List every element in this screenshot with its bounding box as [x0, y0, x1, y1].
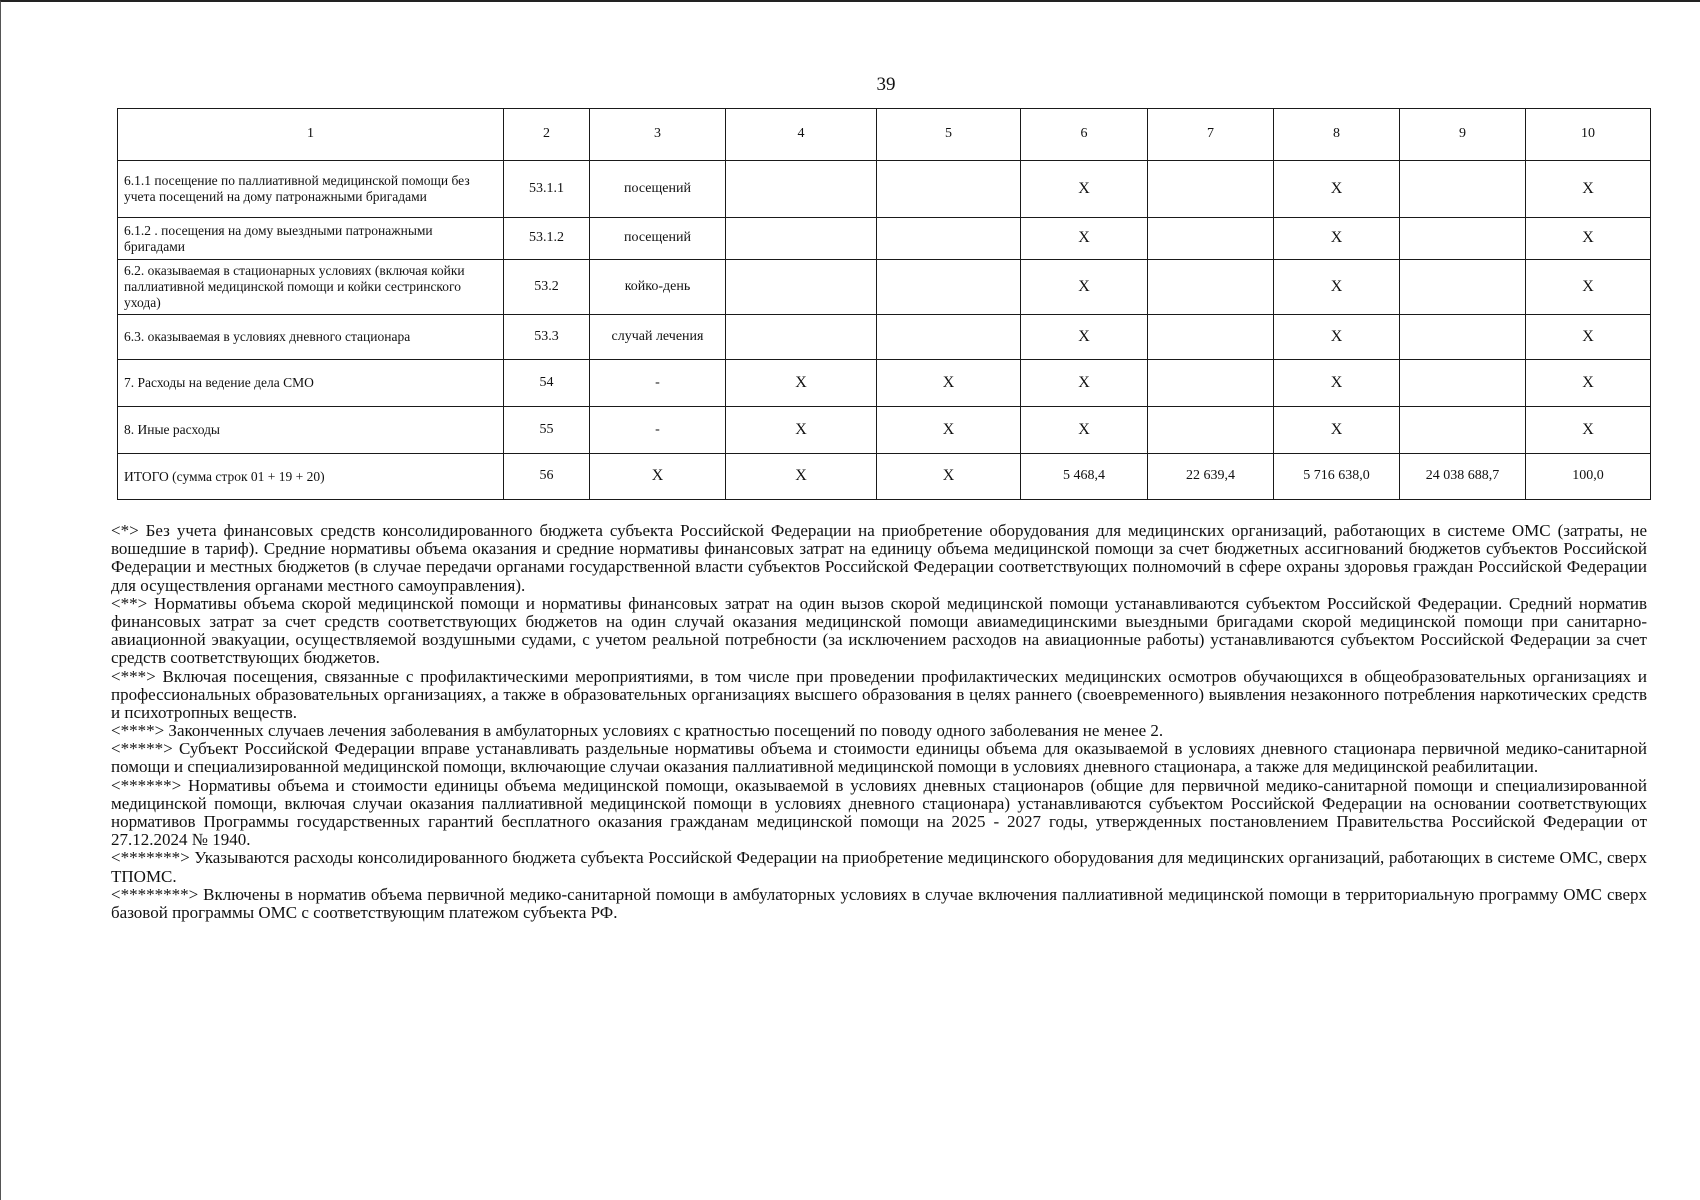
- cell-col9: [1400, 315, 1526, 360]
- cell-col4: X: [726, 407, 877, 454]
- column-header: 1: [118, 109, 504, 161]
- cell-col8: X: [1274, 218, 1400, 260]
- table-row: [118, 315, 1651, 360]
- page-number: 39: [876, 74, 896, 95]
- footnotes: [111, 522, 1647, 922]
- cell-col7: 22 639,4: [1148, 454, 1274, 500]
- cell-col8: X: [1274, 360, 1400, 407]
- cell-col4: [726, 218, 877, 260]
- cell-col10: X: [1526, 161, 1651, 218]
- data-table: [117, 108, 1651, 500]
- cell-col10: X: [1526, 315, 1651, 360]
- row-name: 6.2. оказываемая в стационарных условиях (включая койки паллиативной медицинской помощи и койки сестринского ухода): [118, 260, 504, 315]
- cell-col4: [726, 161, 877, 218]
- table-row: [118, 218, 1651, 260]
- cell-col7: [1148, 218, 1274, 260]
- column-header: 7: [1148, 109, 1274, 161]
- row-unit: -: [590, 407, 726, 454]
- row-name: 6.3. оказываемая в условиях дневного стационара: [118, 315, 504, 360]
- column-header: 9: [1400, 109, 1526, 161]
- cell-col4: X: [726, 454, 877, 500]
- row-code: 53.1.1: [504, 161, 590, 218]
- cell-col8: X: [1274, 260, 1400, 315]
- cell-col10: 100,0: [1526, 454, 1651, 500]
- table-row-total: [118, 454, 1651, 500]
- footnote: <****> Законченных случаев лечения заболевания в амбулаторных условиях с кратностью посещений по поводу одного заболевания не менее 2.: [111, 721, 1164, 741]
- column-header: 10: [1526, 109, 1651, 161]
- column-header: 5: [877, 109, 1021, 161]
- cell-col9: [1400, 260, 1526, 315]
- row-code: 53.3: [504, 315, 590, 360]
- cell-col7: [1148, 260, 1274, 315]
- row-code: 53.2: [504, 260, 590, 315]
- cell-col5: X: [877, 407, 1021, 454]
- cell-col7: [1148, 161, 1274, 218]
- cell-col5: [877, 218, 1021, 260]
- cell-col7: [1148, 315, 1274, 360]
- cell-col6: X: [1021, 315, 1148, 360]
- cell-col4: [726, 315, 877, 360]
- row-unit: -: [590, 360, 726, 407]
- cell-col6: X: [1021, 218, 1148, 260]
- cell-col5: X: [877, 454, 1021, 500]
- row-unit: посещений: [590, 161, 726, 218]
- row-code: 54: [504, 360, 590, 407]
- cell-col8: X: [1274, 315, 1400, 360]
- cell-col6: 5 468,4: [1021, 454, 1148, 500]
- cell-col7: [1148, 360, 1274, 407]
- cell-col5: [877, 315, 1021, 360]
- row-code: 56: [504, 454, 590, 500]
- column-header: 3: [590, 109, 726, 161]
- cell-col7: [1148, 407, 1274, 454]
- table-row: [118, 161, 1651, 218]
- cell-col8: 5 716 638,0: [1274, 454, 1400, 500]
- footnote: <***> Включая посещения, связанные с профилактическими мероприятиями, в том числе при проведении профилактических медицинских осмотров обучающихся в общеобразовательных организациях и профессиональных образовательных организациях, а также в образовательных организациях высшего образования в целях раннего (своевременного) выявления незаконного потребления наркотических средств и психотропных веществ.: [111, 666, 1647, 722]
- cell-col6: X: [1021, 260, 1148, 315]
- cell-col8: X: [1274, 407, 1400, 454]
- cell-col10: X: [1526, 360, 1651, 407]
- cell-col4: X: [726, 360, 877, 407]
- table-row: [118, 360, 1651, 407]
- row-name: 7. Расходы на ведение дела СМО: [118, 360, 504, 407]
- cell-col10: X: [1526, 407, 1651, 454]
- row-unit: X: [590, 454, 726, 500]
- footnote: <********> Включены в норматив объема первичной медико-санитарной помощи в амбулаторных условиях в случае включения паллиативной медицинской помощи в территориальную программу ОМС сверх базовой программы ОМС с соответствующим платежом субъекта РФ.: [111, 884, 1647, 922]
- cell-col10: X: [1526, 218, 1651, 260]
- footnote: <*******> Указываются расходы консолидированного бюджета субъекта Российской Федерации на приобретение медицинского оборудования для медицинских организаций, работающих в системе ОМС, сверх ТПОМС.: [111, 848, 1647, 886]
- row-unit: койко-день: [590, 260, 726, 315]
- column-header: 6: [1021, 109, 1148, 161]
- table-row: [118, 260, 1651, 315]
- cell-col6: X: [1021, 161, 1148, 218]
- cell-col4: [726, 260, 877, 315]
- cell-col6: X: [1021, 407, 1148, 454]
- table-row: [118, 407, 1651, 454]
- footnote: <******> Нормативы объема и стоимости единицы объема медицинской помощи, оказываемой в условиях дневных стационаров (общие для первичной медико-санитарной помощи и специализированной медицинской помощи, включая случаи оказания паллиативной медицинской помощи в условиях дневного стационара) устанавливаются субъектом Российской Федерации на основании соответствующих нормативов Программы государственных гарантий бесплатного оказания гражданам медицинской помощи на 2025 - 2027 годы, утвержденных постановлением Правительства Российской Федерации от 27.12.2024 № 1940.: [111, 775, 1647, 850]
- cell-col5: [877, 260, 1021, 315]
- cell-col9: [1400, 360, 1526, 407]
- cell-col9: [1400, 407, 1526, 454]
- cell-col9: [1400, 161, 1526, 218]
- cell-col9: [1400, 218, 1526, 260]
- cell-col6: X: [1021, 360, 1148, 407]
- row-code: 53.1.2: [504, 218, 590, 260]
- row-name: ИТОГО (сумма строк 01 + 19 + 20): [118, 454, 504, 500]
- row-unit: посещений: [590, 218, 726, 260]
- column-header: 4: [726, 109, 877, 161]
- cell-col5: [877, 161, 1021, 218]
- row-code: 55: [504, 407, 590, 454]
- cell-col5: X: [877, 360, 1021, 407]
- row-name: 8. Иные расходы: [118, 407, 504, 454]
- cell-col8: X: [1274, 161, 1400, 218]
- cell-col9: 24 038 688,7: [1400, 454, 1526, 500]
- footnote: <**> Нормативы объема скорой медицинской помощи и нормативы финансовых затрат на один вызов скорой медицинской помощи устанавливаются субъектом Российской Федерации. Средний норматив финансовых затрат за счет средств соответствующих бюджетов на один случай оказания медицинской помощи авиамедицинскими выездными бригадами скорой медицинской помощи при санитарно-авиационной эвакуации, осуществляемой воздушными судами, с учетом реальной потребности (за исключением расходов на авиационные работы) устанавливаются субъектом Российской Федерации за счет средств соответствующих бюджетов.: [111, 593, 1647, 668]
- footnote: <*****> Субъект Российской Федерации вправе устанавливать раздельные нормативы объема и стоимости единицы объема для оказываемой в условиях дневного стационара первичной медико-санитарной помощи и специализированной медицинской помощи, включающие случаи оказания паллиативной медицинской помощи в условиях дневного стационара, а также для медицинской реабилитации.: [111, 739, 1647, 777]
- row-name: 6.1.1 посещение по паллиативной медицинской помощи без учета посещений на дому патронажными бригадами: [118, 161, 504, 218]
- row-name: 6.1.2 . посещения на дому выездными патронажными бригадами: [118, 218, 504, 260]
- row-unit: случай лечения: [590, 315, 726, 360]
- column-header: 8: [1274, 109, 1400, 161]
- table-header-row: [118, 109, 1651, 161]
- column-header: 2: [504, 109, 590, 161]
- footnote: <*> Без учета финансовых средств консолидированного бюджета субъекта Российской Федерации на приобретение оборудования для медицинских организаций, работающих в системе ОМС (затраты, не вошедшие в тариф). Средние нормативы объема оказания и средние нормативы финансовых затрат на единицу объема медицинской помощи за счет бюджетных ассигнований бюджетов субъектов Российской Федерации и местных бюджетов (в случае передачи органами государственной власти субъектов Российской Федерации соответствующих полномочий в сфере охраны здоровья граждан Российской Федерации для осуществления органами местного самоуправления).: [111, 521, 1647, 595]
- cell-col10: X: [1526, 260, 1651, 315]
